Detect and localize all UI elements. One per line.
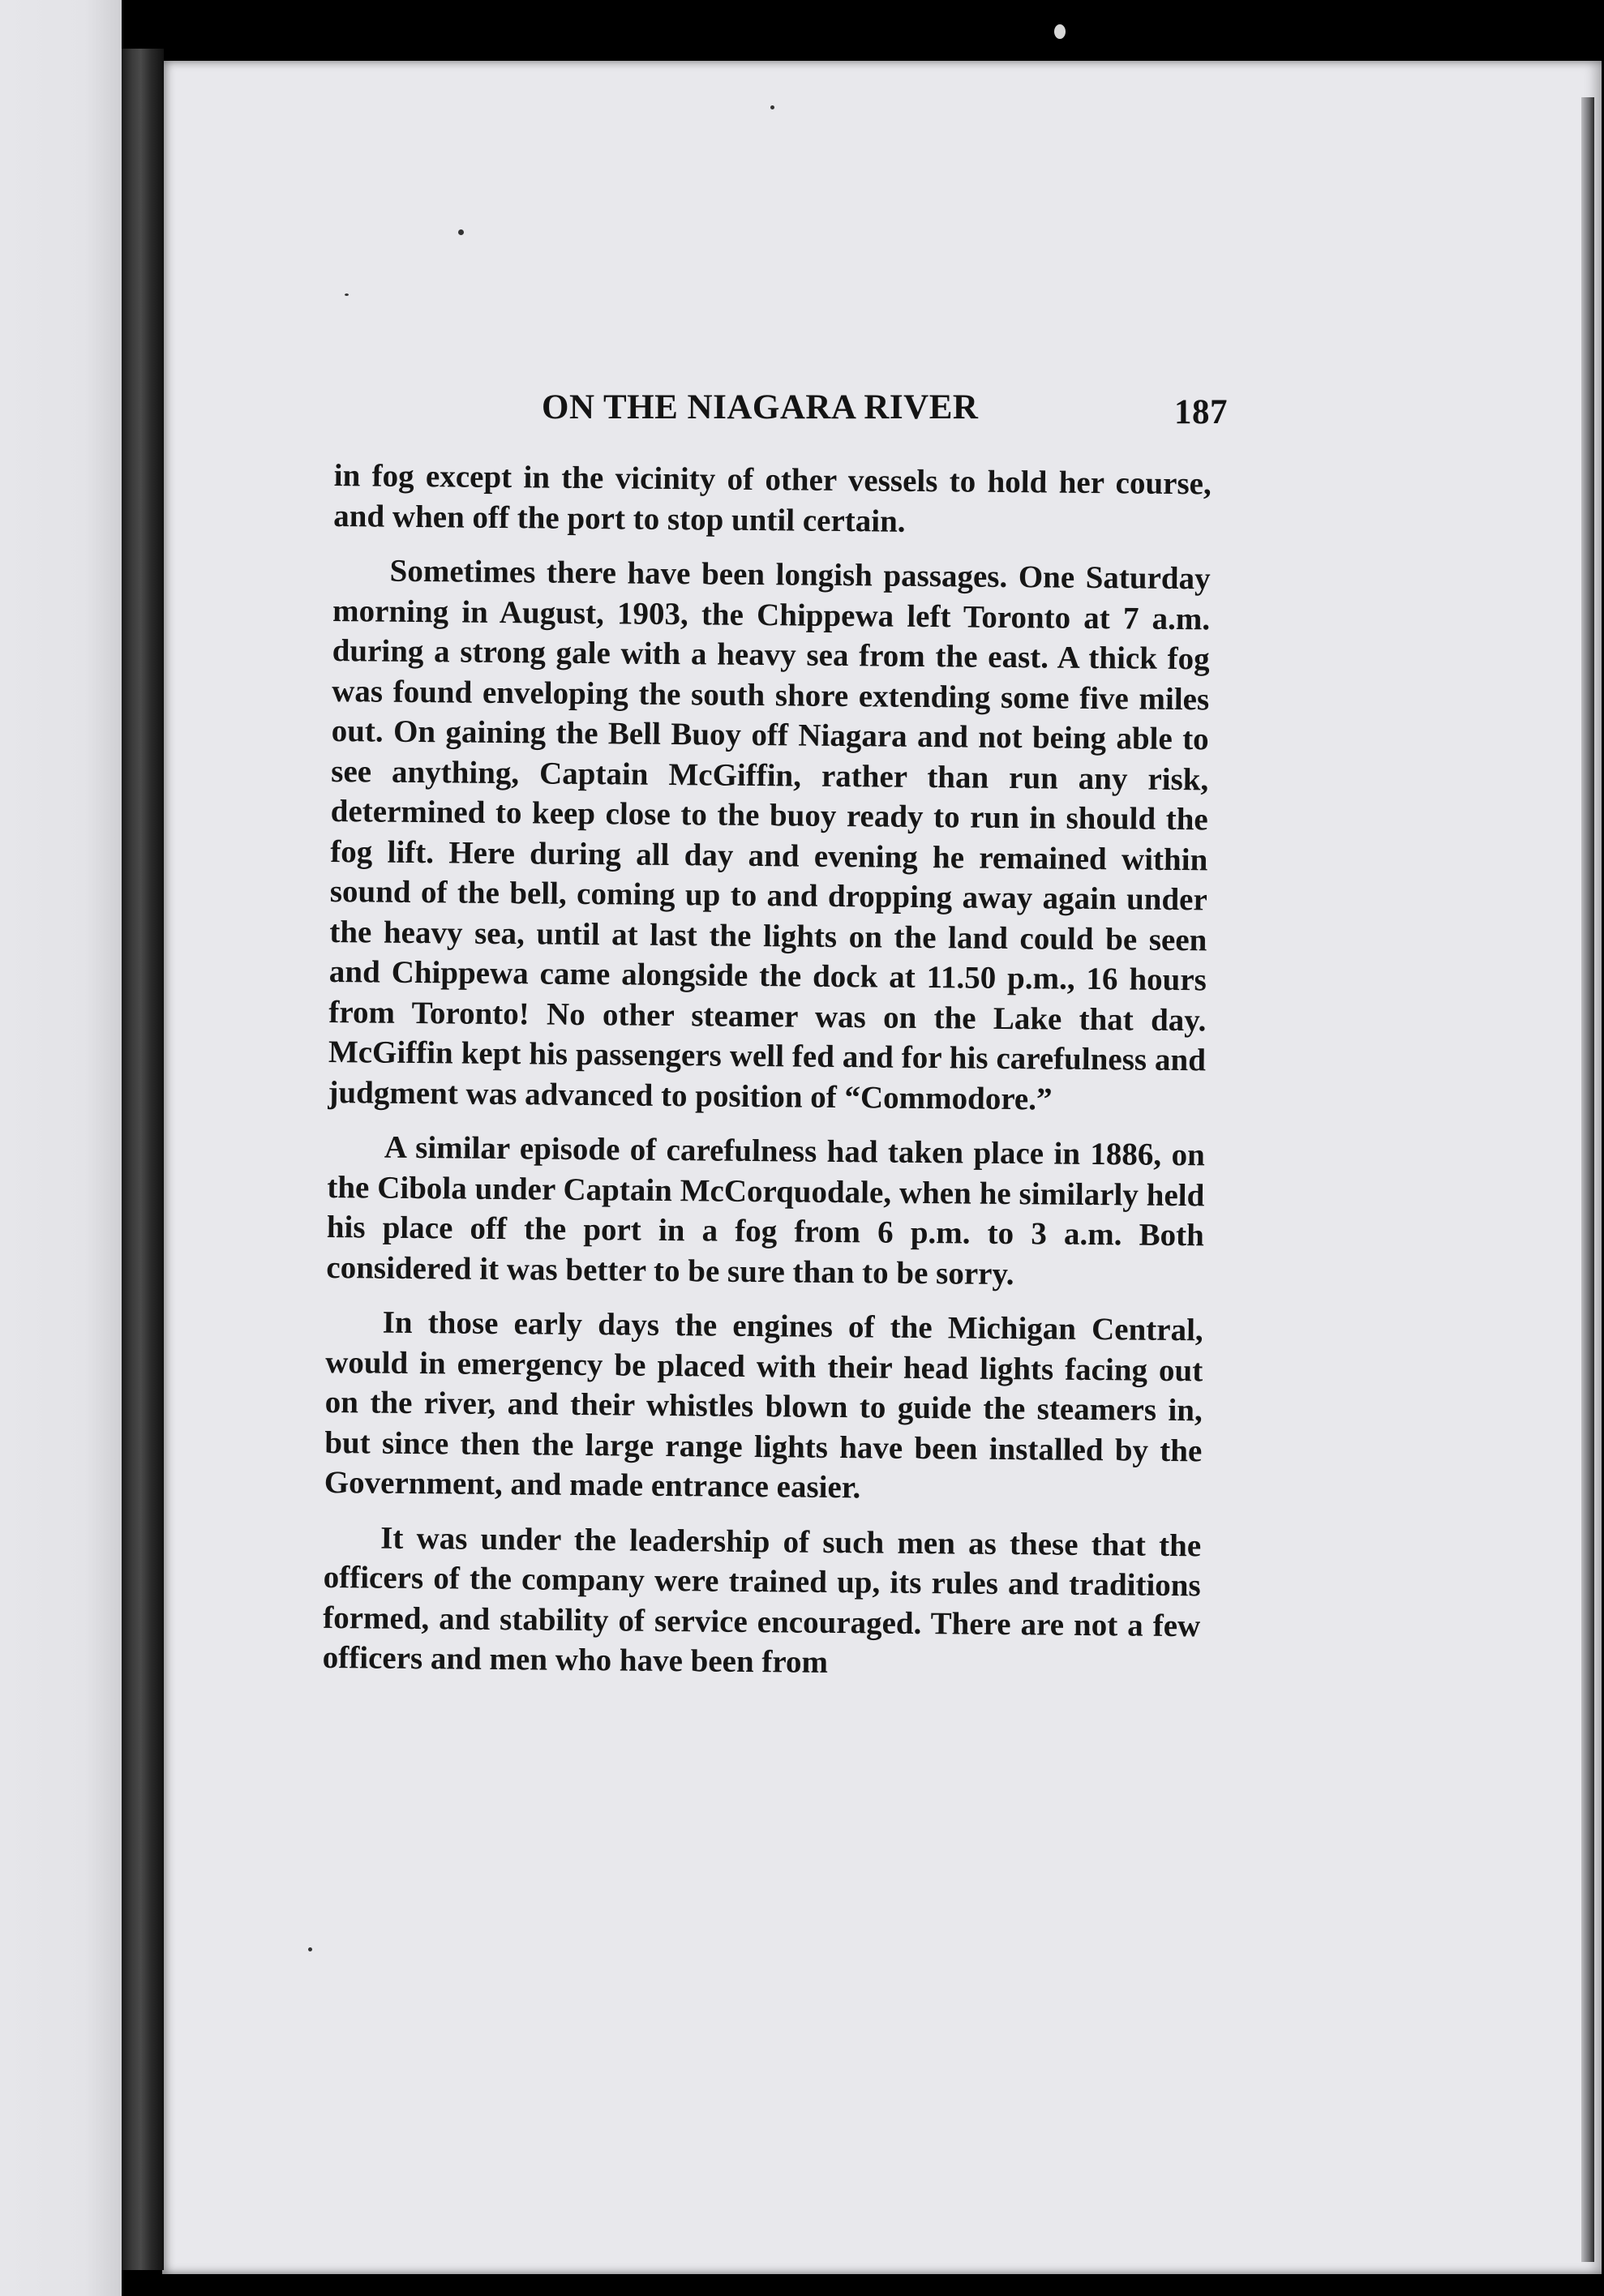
scan-speck bbox=[770, 105, 774, 109]
scan-speck bbox=[458, 229, 464, 235]
page-number: 187 bbox=[1174, 393, 1228, 431]
scan-speck bbox=[1054, 24, 1066, 39]
facing-page-edge bbox=[0, 0, 122, 2296]
paragraph: In those early days the engines of the Michigan Central, would in emergency be placed with their head lights facing out on the river, and their whistles blown to guide the steamers in, but since then the large range lights have been installed by the Government, and made entrance easier. bbox=[324, 1304, 1203, 1506]
body-text bbox=[322, 456, 1212, 1701]
paragraph: Sometimes there have been longish passages. One Saturday morning in August, 1903, the Chippewa left Toronto at 7 a.m. during a strong gale with a heavy sea from the east. A thick fog was found enveloping the south shore extending some five miles out. On gaining the Bell Buoy off Niagara and not being able to see anything, Captain McGiffin, rather than run any risk, determined to keep close to the buoy ready to run in should the fog lift. Here during all day and evening he remained within sound of the bell, coming up to and dropping away again under the heavy sea, until at last the lights on the land could be seen and Chippewa came alongside the dock at 11.50 p.m., 16 hours from Toronto! No other steamer was on the Lake that day. McGiffin kept his passengers well fed and for his carefulness and judgment was advanced to position of “Commodore.” bbox=[328, 553, 1211, 1117]
paragraph: in fog except in the vicinity of other vessels to hold her course, and when off the port to stop until certain. bbox=[333, 457, 1212, 539]
scan-speck bbox=[308, 1947, 312, 1951]
binding-gutter bbox=[122, 49, 164, 2270]
running-head-title: ON THE NIAGARA RIVER bbox=[542, 388, 979, 426]
scan-speck bbox=[345, 293, 349, 296]
running-head bbox=[542, 388, 1228, 436]
paragraph: A similar episode of carefulness had taken place in 1886, on the Cibola under Captain McCorquodale, when he similarly held his place off the port in a fog from 6 p.m. to 3 a.m. Both considered it was better to be sure than to be sorry. bbox=[326, 1129, 1205, 1292]
paragraph: It was under the leadership of such men as these that the officers of the company were trained up, its rules and traditions formed, and stability of service encouraged. There are not a few officers and men who have been from bbox=[322, 1520, 1202, 1680]
page-right-edge bbox=[1581, 97, 1594, 2262]
